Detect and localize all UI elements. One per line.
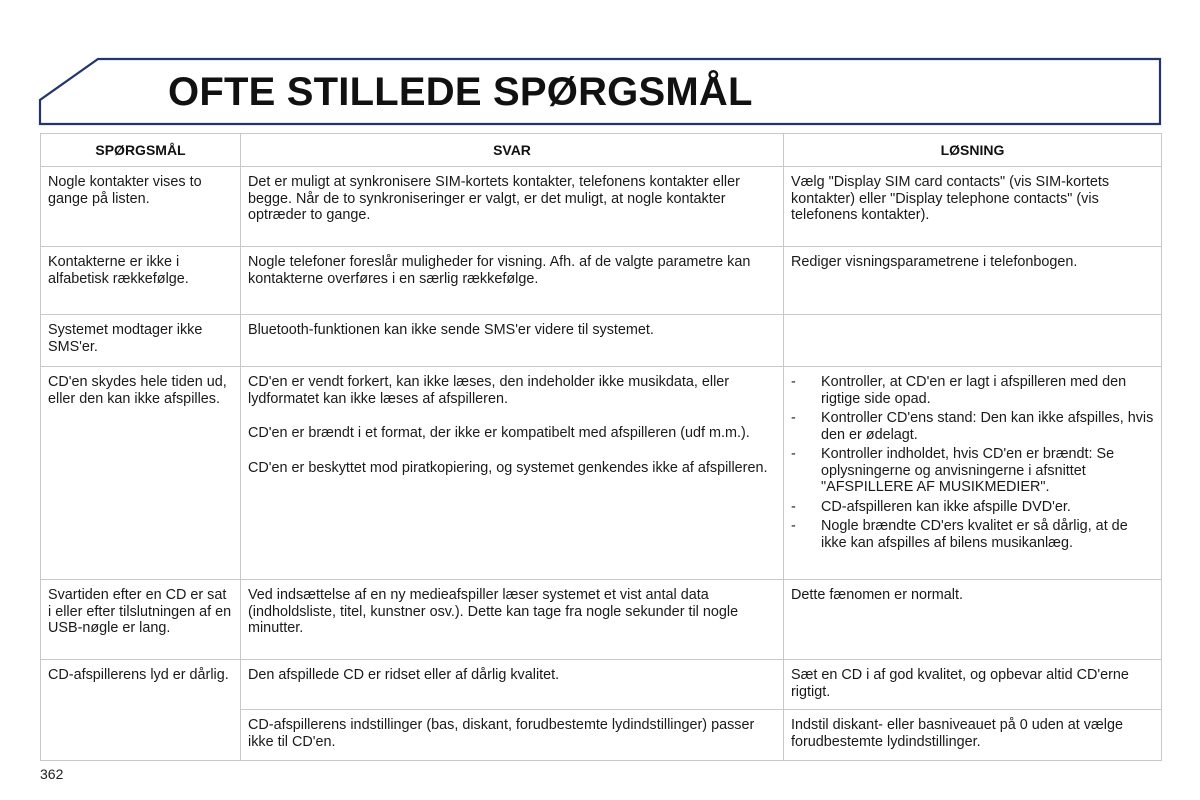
solution-cell: Vælg "Display SIM card contacts" (vis SIM-kortets kontakter) eller "Display telephone contacts" (vis telefonens kontakter).	[784, 167, 1162, 247]
solution-list-item: - Kontroller indholdet, hvis CD'en er brændt: Se oplysningerne og anvisningerne i afsnittet "AFSPILLERE AF MUSIKMEDIER".	[791, 446, 1154, 496]
answer-paragraph: CD'en er vendt forkert, kan ikke læses, den indeholder ikke musikdata, eller lydformatet kan ikke læses af afspilleren.	[248, 374, 730, 407]
solution-list-item: - Kontroller CD'ens stand: Den kan ikke afspilles, hvis den er ødelagt.	[791, 410, 1154, 443]
question-cell: Kontakterne er ikke i alfabetisk rækkefølge.	[41, 247, 241, 315]
table-row	[41, 367, 1162, 580]
solution-list-item: - CD-afspilleren kan ikke afspille DVD'er.	[791, 499, 1154, 516]
column-header-answer: SVAR	[241, 134, 784, 167]
answer-cell: Den afspillede CD er ridset eller af dårlig kvalitet.	[241, 660, 784, 710]
faq-table	[40, 133, 1162, 761]
table-row	[41, 315, 1162, 367]
answer-cell: Nogle telefoner foreslår muligheder for visning. Afh. af de valgte parametre kan kontakterne overføres i en særlig rækkefølge.	[241, 247, 784, 315]
table-row	[41, 580, 1162, 660]
question-cell: Svartiden efter en CD er sat i eller efter tilslutningen af en USB-nøgle er lang.	[41, 580, 241, 660]
solution-cell: Dette fænomen er normalt.	[784, 580, 1162, 660]
answer-cell: CD-afspillerens indstillinger (bas, diskant, forudbestemte lydindstillinger) passer ikke til CD'en.	[241, 710, 784, 761]
page-number: 362	[40, 766, 64, 782]
solution-cell: Indstil diskant- eller basniveauet på 0 uden at vælge forudbestemte lydindstillinger.	[784, 710, 1162, 761]
question-cell: CD'en skydes hele tiden ud, eller den kan ikke afspilles.	[41, 367, 241, 580]
column-header-solution: LØSNING	[784, 134, 1162, 167]
solution-list-item: - Kontroller, at CD'en er lagt i afspilleren med den rigtige side opad.	[791, 374, 1154, 407]
table-row	[41, 167, 1162, 247]
answer-cell: Det er muligt at synkronisere SIM-kortets kontakter, telefonens kontakter eller begge. Når de to synkroniseringer er valgt, er det muligt, at nogle kontakter optræder to gange.	[241, 167, 784, 247]
answer-cell: Ved indsættelse af en ny medieafspiller læser systemet et vist antal data (indholdsliste, titel, kunstner osv.). Dette kan tage fra nogle sekunder til nogle minutter.	[241, 580, 784, 660]
solution-cell	[784, 315, 1162, 367]
answer-cell: Bluetooth-funktionen kan ikke sende SMS'er videre til systemet.	[241, 315, 784, 367]
answer-paragraph: CD'en er beskyttet mod piratkopiering, og systemet genkendes ikke af afspilleren.	[248, 459, 768, 476]
column-header-question: SPØRGSMÅL	[41, 134, 241, 167]
table-row	[41, 660, 1162, 710]
table-header-row	[41, 134, 1162, 167]
solution-cell: Sæt en CD i af god kvalitet, og opbevar altid CD'erne rigtigt.	[784, 660, 1162, 710]
solution-cell: Rediger visningsparametrene i telefonbogen.	[784, 247, 1162, 315]
table-row	[41, 247, 1162, 315]
question-cell: Nogle kontakter vises to gange på listen.	[41, 167, 241, 247]
question-cell: Systemet modtager ikke SMS'er.	[41, 315, 241, 367]
solution-list	[791, 374, 1154, 551]
question-cell: CD-afspillerens lyd er dårlig.	[41, 660, 241, 761]
answer-paragraph: CD'en er brændt i et format, der ikke er kompatibelt med afspilleren (udf m.m.).	[248, 425, 750, 441]
solution-list-item: - Nogle brændte CD'ers kvalitet er så dårlig, at de ikke kan afspilles af bilens musikanlæg.	[791, 518, 1154, 551]
page-title: OFTE STILLEDE SPØRGSMÅL	[168, 70, 753, 114]
solution-cell	[784, 367, 1162, 580]
answer-cell	[241, 367, 784, 580]
